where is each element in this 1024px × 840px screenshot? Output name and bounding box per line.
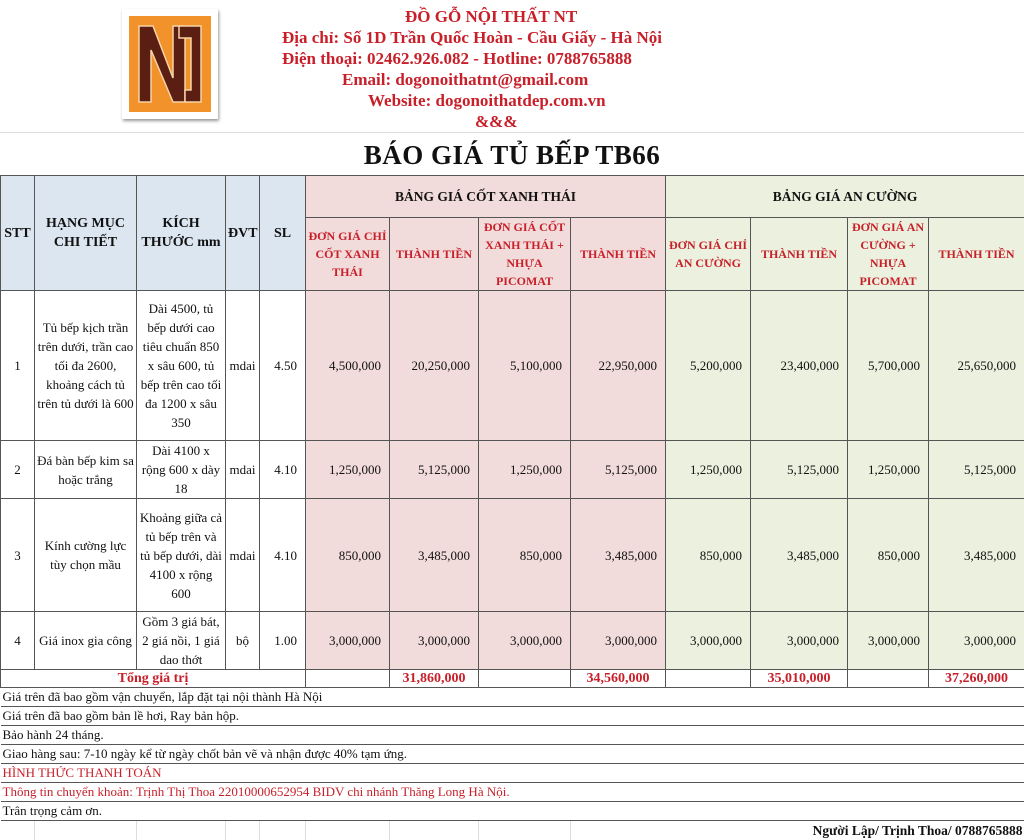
note-text: Giá trên đã bao gồm vận chuyển, lắp đặt tại nội thành Hà Nội — [1, 688, 1024, 707]
company-extra: &&& — [270, 111, 800, 132]
header-item: HẠNG MỤC CHI TIẾT — [35, 176, 137, 291]
cell-price: 850,000 — [848, 499, 929, 612]
note-row — [1, 707, 1024, 726]
note-text: Giao hàng sau: 7-10 ngày kể từ ngày chốt bản vẽ và nhận được 40% tạm ứng. — [1, 745, 1024, 764]
header-sub-col: ĐƠN GIÁ CỐT XANH THÁI + NHỰA PICOMAT — [479, 218, 571, 291]
total-value — [479, 670, 571, 688]
note-row — [1, 783, 1024, 802]
empty-cell — [1, 821, 35, 840]
note-text: Giá trên đã bao gồm bản lề hơi, Ray bản hộp. — [1, 707, 1024, 726]
cell-price: 5,200,000 — [666, 291, 751, 441]
header-group-an-cuong: BẢNG GIÁ AN CƯỜNG — [666, 176, 1024, 218]
cell-price: 3,485,000 — [571, 499, 666, 612]
cell-qty: 4.10 — [260, 441, 306, 499]
cell-price: 5,125,000 — [571, 441, 666, 499]
header-unit: ĐVT — [226, 176, 260, 291]
company-logo — [122, 9, 218, 119]
cell-size: Khoảng giữa cả tủ bếp trên và tủ bếp dưới, dài 4100 x rộng 600 — [137, 499, 226, 612]
empty-cell — [260, 821, 306, 840]
cell-price: 5,125,000 — [751, 441, 848, 499]
cell-price: 22,950,000 — [571, 291, 666, 441]
cell-price: 3,000,000 — [848, 612, 929, 670]
note-row — [1, 726, 1024, 745]
header-sub-col: ĐƠN GIÁ AN CƯỜNG + NHỰA PICOMAT — [848, 218, 929, 291]
cell-price: 5,100,000 — [479, 291, 571, 441]
cell-unit: mdai — [226, 291, 260, 441]
total-row — [1, 670, 1024, 688]
cell-price: 3,485,000 — [390, 499, 479, 612]
total-value: 34,560,000 — [571, 670, 666, 688]
total-value: 31,860,000 — [390, 670, 479, 688]
company-info — [270, 6, 800, 132]
cell-price: 3,485,000 — [751, 499, 848, 612]
note-row — [1, 745, 1024, 764]
cell-size: Dài 4500, tủ bếp dưới cao tiêu chuẩn 850 x sâu 600, tủ bếp trên cao tối đa 1200 x sâu 350 — [137, 291, 226, 441]
table-row — [1, 612, 1024, 670]
cell-price: 23,400,000 — [751, 291, 848, 441]
total-value: 37,260,000 — [929, 670, 1024, 688]
cell-item: Giá inox gia công — [35, 612, 137, 670]
company-website: Website: dogonoithatdep.com.vn — [270, 90, 800, 111]
header-group-xanh-thai: BẢNG GIÁ CỐT XANH THÁI — [306, 176, 666, 218]
header-stt: STT — [1, 176, 35, 291]
cell-price: 20,250,000 — [390, 291, 479, 441]
header-sub-col: THÀNH TIỀN — [751, 218, 848, 291]
cell-qty: 4.50 — [260, 291, 306, 441]
note-row — [1, 802, 1024, 821]
cell-item: Tủ bếp kịch trần trên dưới, trần cao tối đa 2600, khoảng cách tủ trên tủ dưới là 600 — [35, 291, 137, 441]
cell-price: 3,485,000 — [929, 499, 1024, 612]
cell-stt: 2 — [1, 441, 35, 499]
note-row — [1, 764, 1024, 783]
cell-price: 5,125,000 — [390, 441, 479, 499]
cell-price: 850,000 — [306, 499, 390, 612]
header-sub-col: THÀNH TIỀN — [929, 218, 1024, 291]
company-address: Địa chỉ: Số 1D Trần Quốc Hoàn - Cầu Giấy - Hà Nội — [270, 27, 800, 48]
empty-cell — [226, 821, 260, 840]
cell-price: 3,000,000 — [666, 612, 751, 670]
cell-stt: 3 — [1, 499, 35, 612]
note-row — [1, 688, 1024, 707]
total-label: Tổng giá trị — [1, 670, 306, 688]
table-row — [1, 441, 1024, 499]
total-value — [848, 670, 929, 688]
cell-size: Dài 4100 x rộng 600 x dày 18 — [137, 441, 226, 499]
page-title: BÁO GIÁ TỦ BẾP TB66 — [0, 132, 1024, 175]
signature-row — [1, 821, 1024, 840]
cell-unit: bộ — [226, 612, 260, 670]
cell-qty: 4.10 — [260, 499, 306, 612]
total-value — [666, 670, 751, 688]
cell-size: Gồm 3 giá bát, 2 giá nồi, 1 giá dao thớt — [137, 612, 226, 670]
header-qty: SL — [260, 176, 306, 291]
cell-price: 3,000,000 — [390, 612, 479, 670]
header-sub-col: THÀNH TIỀN — [390, 218, 479, 291]
cell-price: 5,700,000 — [848, 291, 929, 441]
cell-unit: mdai — [226, 499, 260, 612]
header-size: KÍCH THƯỚC mm — [137, 176, 226, 291]
cell-price: 1,250,000 — [848, 441, 929, 499]
header-sub-col: ĐƠN GIÁ CHỈ CỐT XANH THÁI — [306, 218, 390, 291]
cell-price: 5,125,000 — [929, 441, 1024, 499]
header-sub-col: THÀNH TIỀN — [571, 218, 666, 291]
company-email: Email: dogonoithatnt@gmail.com — [270, 69, 800, 90]
empty-cell — [137, 821, 226, 840]
total-value: 35,010,000 — [751, 670, 848, 688]
empty-cell — [35, 821, 137, 840]
cell-price: 1,250,000 — [479, 441, 571, 499]
cell-qty: 1.00 — [260, 612, 306, 670]
cell-price: 3,000,000 — [479, 612, 571, 670]
table-row — [1, 499, 1024, 612]
cell-item: Đá bàn bếp kim sa hoặc trắng — [35, 441, 137, 499]
cell-price: 1,250,000 — [306, 441, 390, 499]
cell-stt: 1 — [1, 291, 35, 441]
table-row — [1, 291, 1024, 441]
cell-unit: mdai — [226, 441, 260, 499]
note-text: Trân trọng cảm ơn. — [1, 802, 1024, 821]
empty-cell — [390, 821, 479, 840]
cell-price: 25,650,000 — [929, 291, 1024, 441]
header-sub-col: ĐƠN GIÁ CHỈ AN CƯỜNG — [666, 218, 751, 291]
note-text: HÌNH THỨC THANH TOÁN — [1, 764, 1024, 783]
empty-cell — [479, 821, 571, 840]
total-value — [306, 670, 390, 688]
empty-cell — [306, 821, 390, 840]
cell-price: 3,000,000 — [751, 612, 848, 670]
company-name: ĐỒ GỖ NỘI THẤT NT — [270, 6, 800, 27]
company-header — [0, 0, 1024, 133]
signature: Người Lập/ Trịnh Thoa/ 0788765888 — [571, 821, 1024, 840]
cell-price: 3,000,000 — [929, 612, 1024, 670]
cell-price: 4,500,000 — [306, 291, 390, 441]
cell-price: 850,000 — [479, 499, 571, 612]
cell-price: 3,000,000 — [306, 612, 390, 670]
cell-price: 850,000 — [666, 499, 751, 612]
cell-stt: 4 — [1, 612, 35, 670]
note-text: Thông tin chuyển khoản: Trịnh Thị Thoa 22010000652954 BIDV chi nhánh Thăng Long Hà Nội. — [1, 783, 1024, 802]
cell-price: 1,250,000 — [666, 441, 751, 499]
quote-table — [0, 175, 1024, 840]
note-text: Bảo hành 24 tháng. — [1, 726, 1024, 745]
cell-item: Kính cường lực tùy chọn mầu — [35, 499, 137, 612]
cell-price: 3,000,000 — [571, 612, 666, 670]
company-phone: Điện thoại: 02462.926.082 - Hotline: 0788765888 — [270, 48, 800, 69]
